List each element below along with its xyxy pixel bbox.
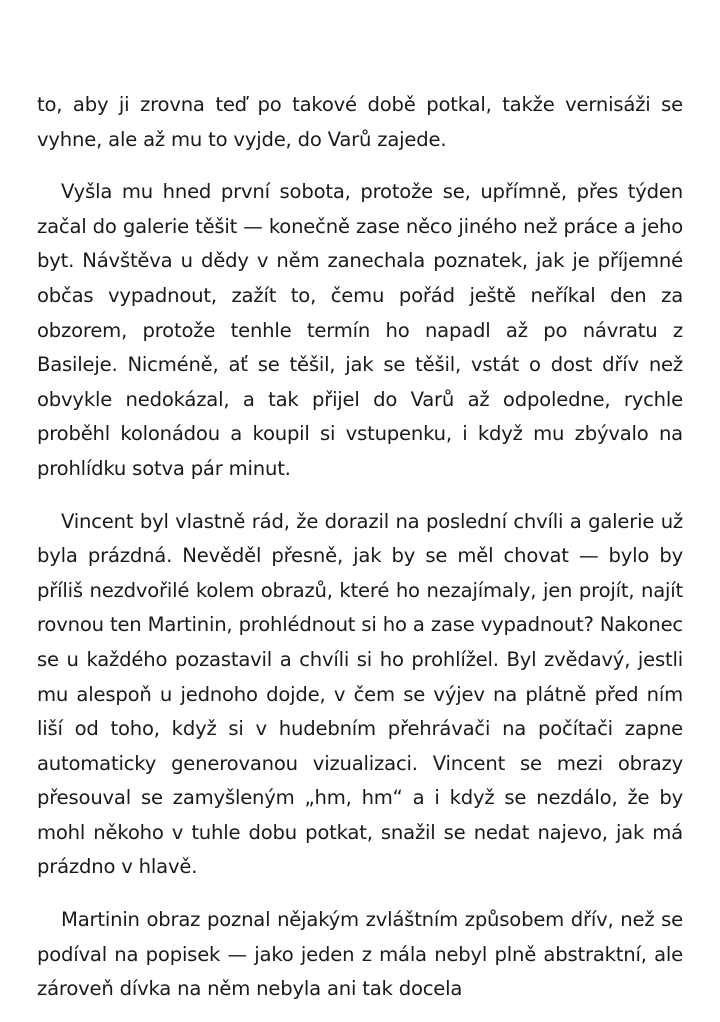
paragraph-2: Vyšla mu hned první sobota, protože se, upřímně, přes týden začal do galerie těšit — konečně zase něco jiného než práce a jeho byt. Návštěva u dědy v něm zanechala poznatek, jak je příjemné občas vypadnout, zažít to, čemu pořád ještě neříkal den za obzorem, protože tenhle termín ho napadl až po návratu z Basileje. Nicméně, ať se těšil, jak se těšil, vstát o dost dřív než obvykle nedokázal, a tak přijel do Varů až odpoledne, rychle proběhl kolonádou a koupil si vstupenku, i když mu zbývalo na prohlídku sotva pár minut. xyxy=(37,180,683,480)
paragraph-1: to, aby ji zrovna teď po takové době potkal, takže vernisáži se vyhne, ale až mu to vyjde, do Varů zajede. xyxy=(37,93,683,151)
paragraph-3: Vincent byl vlastně rád, že dorazil na poslední chvíli a galerie už byla prázdná. Nevěděl přesně, jak by se měl chovat — bylo by příliš nezdvořilé kolem obrazů, které ho nezajímaly, jen projít, najít rovnou ten Martinin, prohlédnout si ho a zase vypadnout? Nakonec se u každého pozastavil a chvíli si ho prohlížel. Byl zvědavý, jestli mu alespoň u jednoho dojde, v čem se výjev na plátně před ním liší od toho, když si v hudebním přehrávači na počítači zapne automaticky generovanou vizualizaci. Vincent se mezi obrazy přesouval se zamyšleným „hm, hm“ a i když se nezdálo, že by mohl někoho v tuhle dobu potkat, snažil se nedat najevo, jak má prázdno v hlavě. xyxy=(37,509,683,879)
paragraph-4: Martinin obraz poznal nějakým zvláštním způsobem dřív, než se podíval na popisek — jako jeden z mála nebyl plně abstraktní, ale zároveň dívka na něm nebyla ani tak docela xyxy=(37,908,683,1001)
